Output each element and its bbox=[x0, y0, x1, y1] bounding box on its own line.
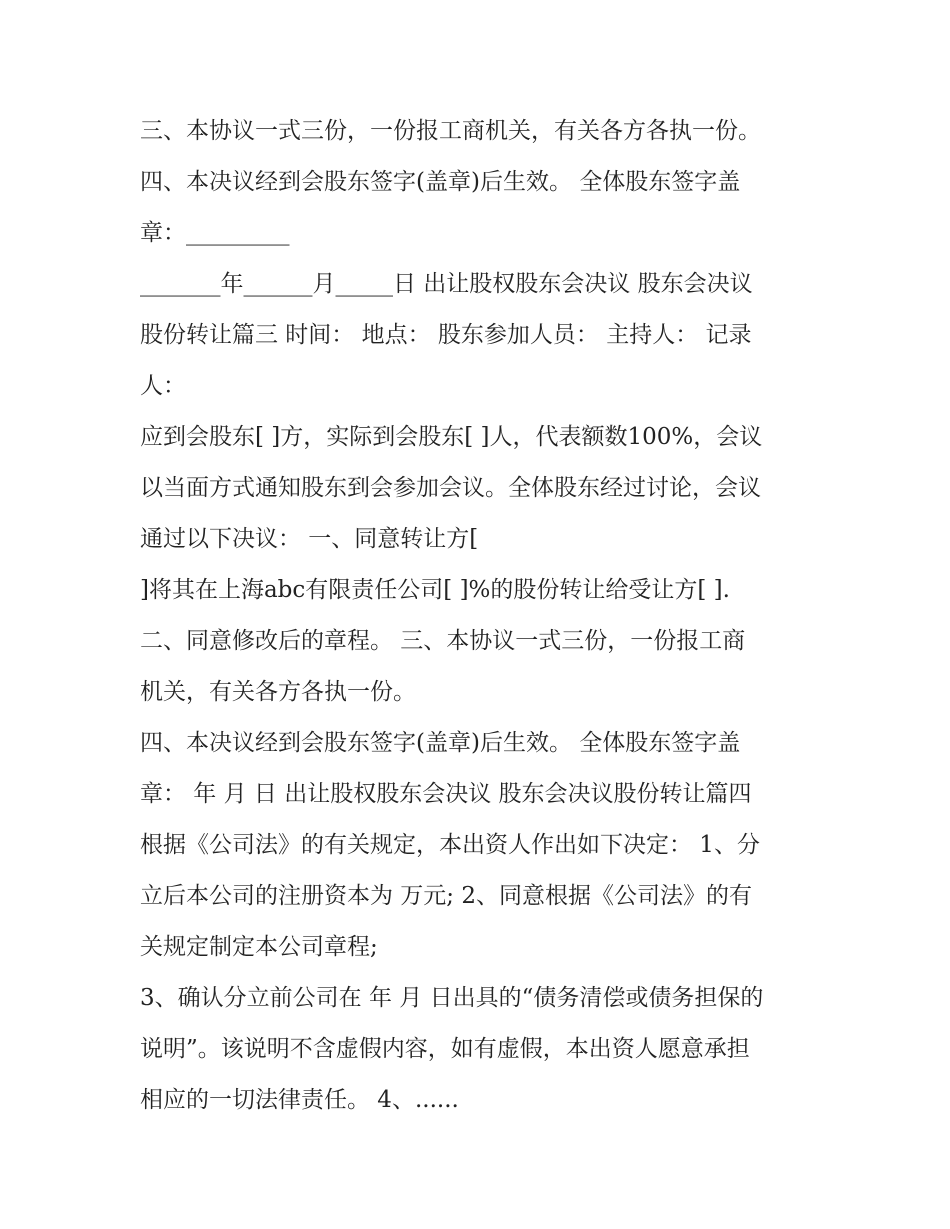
text-line: 3、确认分立前公司在 年 月 日出具的“债务清偿或债务担保的 bbox=[140, 985, 764, 1011]
text-line: 章：_________ bbox=[140, 220, 290, 246]
text-line: 二、同意修改后的章程。 三、本协议一式三份，一份报工商 bbox=[140, 628, 746, 654]
document-body bbox=[140, 106, 820, 1126]
text-line: 说明”。该说明不含虚假内容，如有虚假，本出资人愿意承担 bbox=[140, 1036, 750, 1062]
text-line: 以当面方式通知股东到会参加会议。全体股东经过讨论，会议 bbox=[140, 475, 761, 501]
text-line: 通过以下决议： 一、同意转让方[ bbox=[140, 526, 479, 552]
text-line: 根据《公司法》的有关规定，本出资人作出如下决定： 1、分 bbox=[140, 832, 760, 858]
text-line: 人： bbox=[140, 373, 186, 399]
text-line: 立后本公司的注册资本为 万元; 2、同意根据《公司法》的有 bbox=[140, 883, 753, 909]
text-line: 四、本决议经到会股东签字(盖章)后生效。 全体股东签字盖 bbox=[140, 730, 741, 756]
text-line: _______年______月_____日 出让股权股东会决议 股东会决议 bbox=[140, 271, 753, 297]
text-line: 章： 年 月 日 出让股权股东会决议 股东会决议股份转让篇四 bbox=[140, 781, 752, 807]
text-line: ]将其在上海abc有限责任公司[ ]%的股份转让给受让方[ ]. bbox=[140, 577, 730, 603]
text-line: 三、本协议一式三份，一份报工商机关，有关各方各执一份。 bbox=[140, 118, 761, 144]
text-line: 应到会股东[ ]方，实际到会股东[ ]人，代表额数100%，会议 bbox=[140, 424, 763, 450]
text-line: 关规定制定本公司章程; bbox=[140, 934, 378, 960]
text-line: 四、本决议经到会股东签字(盖章)后生效。 全体股东签字盖 bbox=[140, 169, 741, 195]
text-line: 机关，有关各方各执一份。 bbox=[140, 679, 416, 705]
text-line: 相应的一切法律责任。 4、...... bbox=[140, 1087, 459, 1113]
text-line: 股份转让篇三 时间： 地点： 股东参加人员： 主持人： 记录 bbox=[140, 322, 752, 348]
